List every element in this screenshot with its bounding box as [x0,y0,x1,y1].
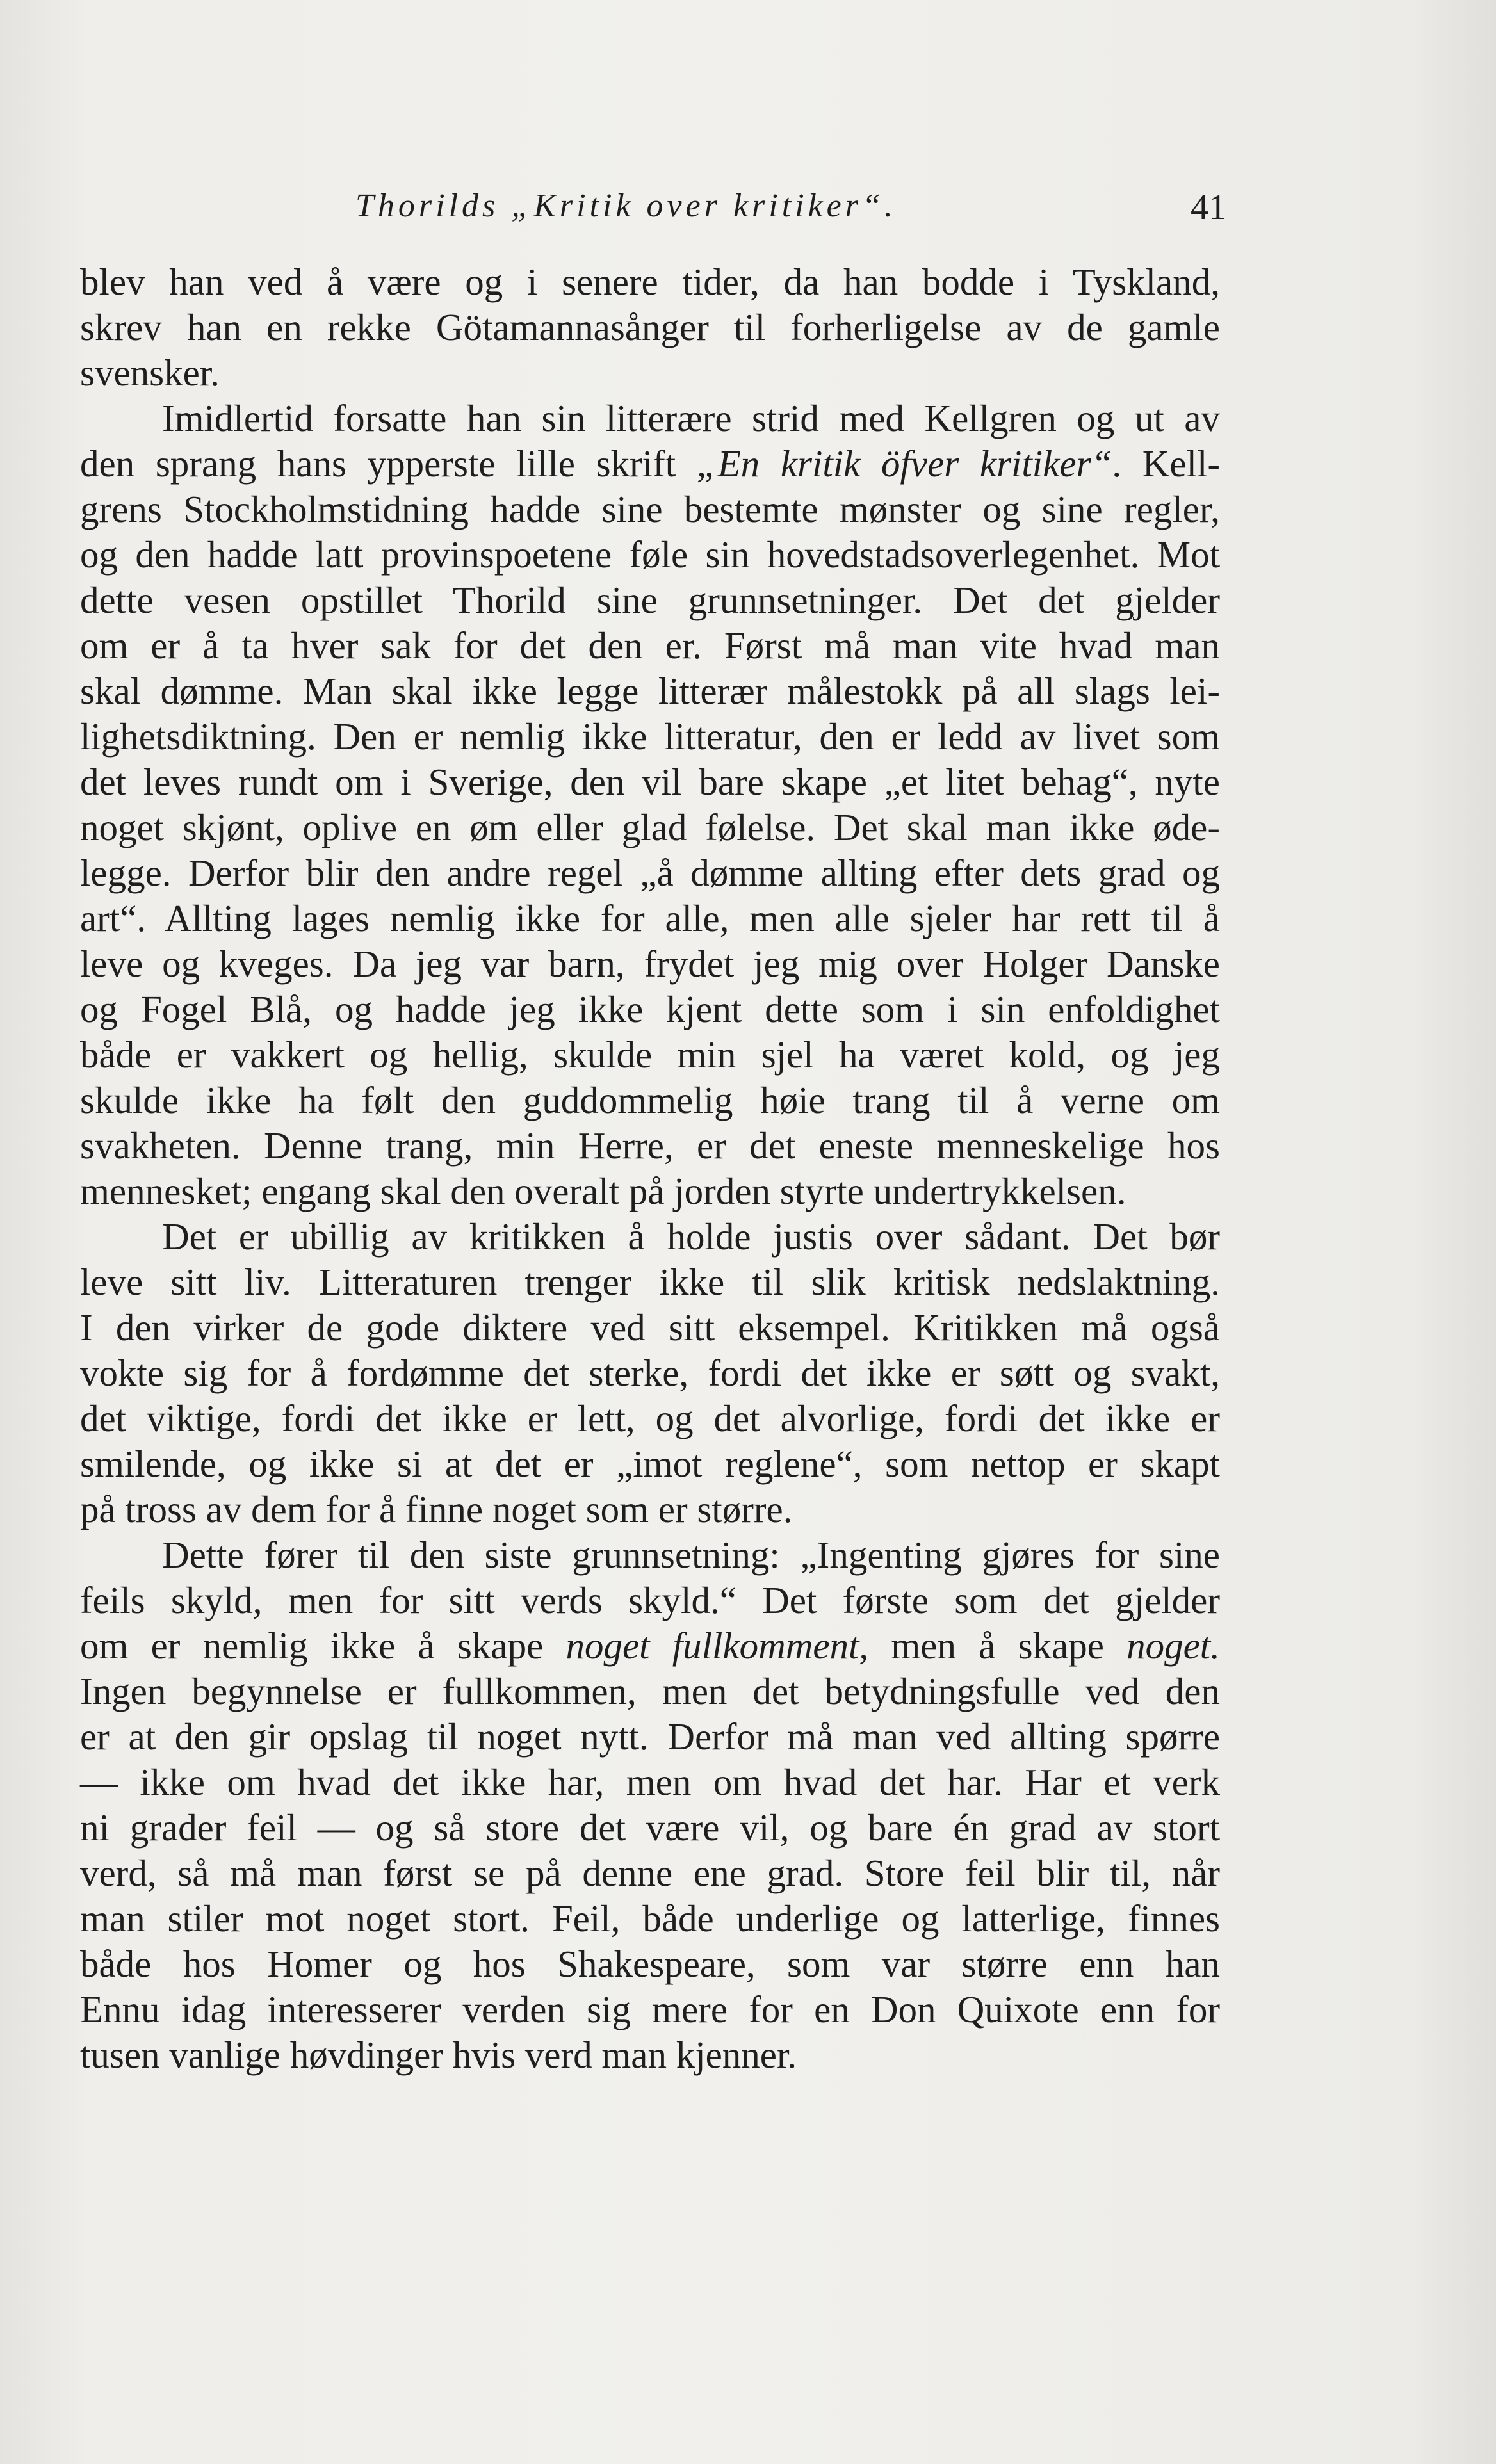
running-head [80,187,1226,238]
text-line: ni grader feil — og så store det være vil, og bare én grad av stort [80,1806,1220,1849]
text-line: leve sitt liv. Litteraturen trenger ikke til slik kritisk nedslaktning. [80,1261,1220,1303]
page-number: 41 [1191,188,1226,227]
text-line: mennesket; engang skal den overalt på jorden styrte undertrykkelsen. [80,1170,1126,1212]
text-line: noget skjønt, oplive en øm eller glad følelse. Det skal man ikke øde- [80,806,1220,848]
text-line: det leves rundt om i Sverige, den vil bare skape „et litet behag“, nyte [80,761,1220,803]
text-line: lighetsdiktning. Den er nemlig ikke litteratur, den er ledd av livet som [80,715,1220,758]
text-line: både er vakkert og hellig, skulde min sjel ha været kold, og jeg [80,1033,1220,1076]
running-title: Thorilds „Kritik over kritiker“. [355,188,897,224]
text-line: Det er ubillig av kritikken å holde justis over sådant. Det bør [162,1215,1220,1258]
text-line: er at den gir opslag til noget nytt. Derfor må man ved allting spørre [80,1715,1220,1758]
italic-title: „En kritik öfver kritiker“ [696,442,1112,485]
text-line: om er å ta hver sak for det den er. Først må man vite hvad man [80,624,1220,667]
text-line: art“. Allting lages nemlig ikke for alle, men alle sjeler har rett til å [80,897,1220,939]
text-line: Ennu idag interesserer verden sig mere for en Don Quixote enn for [80,1988,1220,2030]
text-line: blev han ved å være og i senere tider, da han bodde i Tyskland, [80,261,1220,303]
text-line: — ikke om hvad det ikke har, men om hvad det har. Har et verk [80,1761,1220,1803]
italic-phrase: noget. [1126,1625,1220,1667]
text-line: feils skyld, men for sitt verds skyld.“ Det første som det gjelder [80,1579,1220,1621]
text-line: svakheten. Denne trang, min Herre, er det eneste menneskelige hos [80,1124,1220,1167]
text-line: skrev han en rekke Götamannasånger til forherligelse av de gamle [80,306,1220,348]
text-line: Dette fører til den siste grunnsetning: „Ingenting gjøres for sine [162,1534,1220,1576]
text-run: men å skape [868,1625,1127,1667]
text-line: skal dømme. Man skal ikke legge litterær målestokk på all slags lei- [80,670,1220,712]
italic-phrase: noget fullkomment, [565,1625,869,1667]
text-run: om er nemlig ikke å skape [80,1625,566,1667]
text-line: det viktige, fordi det ikke er lett, og det alvorlige, fordi det ikke er [80,1397,1220,1439]
text-line: svensker. [80,352,220,394]
text-line: tusen vanlige høvdinger hvis verd man kjenner. [80,2034,797,2076]
text-line: både hos Homer og hos Shakespeare, som var større enn han [80,1943,1220,1985]
text-run: den sprang hans ypperste lille skrift [80,442,697,485]
text-line: på tross av dem for å finne noget som er større. [80,1488,793,1530]
text-line: I den virker de gode diktere ved sitt eksempel. Kritikken må også [80,1306,1220,1349]
body-text [80,259,1220,2078]
text-line: legge. Derfor blir den andre regel „å dømme allting efter dets grad og [80,852,1220,894]
text-line: skulde ikke ha følt den guddommelig høie trang til å verne om [80,1079,1220,1121]
text-line: smilende, og ikke si at det er „imot reglene“, som nettop er skapt [80,1443,1220,1485]
text-line [80,1623,1220,1669]
text-line: vokte sig for å fordømme det sterke, fordi det ikke er søtt og svakt, [80,1352,1220,1394]
text-line: Imidlertid forsatte han sin litterære strid med Kellgren og ut av [162,397,1220,439]
text-line [80,441,1220,487]
text-line: man stiler mot noget stort. Feil, både underlige og latterlige, finnes [80,1897,1220,1940]
text-line: Ingen begynnelse er fullkommen, men det betydningsfulle ved den [80,1670,1220,1712]
text-line: grens Stockholmstidning hadde sine bestemte mønster og sine regler, [80,488,1220,530]
text-line: leve og kveges. Da jeg var barn, frydet jeg mig over Holger Danske [80,943,1220,985]
text-line: verd, så må man først se på denne ene grad. Store feil blir til, når [80,1852,1220,1894]
text-line: og Fogel Blå, og hadde jeg ikke kjent dette som i sin enfoldighet [80,988,1220,1030]
text-line: dette vesen opstillet Thorild sine grunnsetninger. Det det gjelder [80,579,1220,621]
text-line: og den hadde latt provinspoetene føle sin hovedstadsoverlegenhet. Mot [80,533,1220,576]
text-run: . Kell- [1112,442,1220,485]
